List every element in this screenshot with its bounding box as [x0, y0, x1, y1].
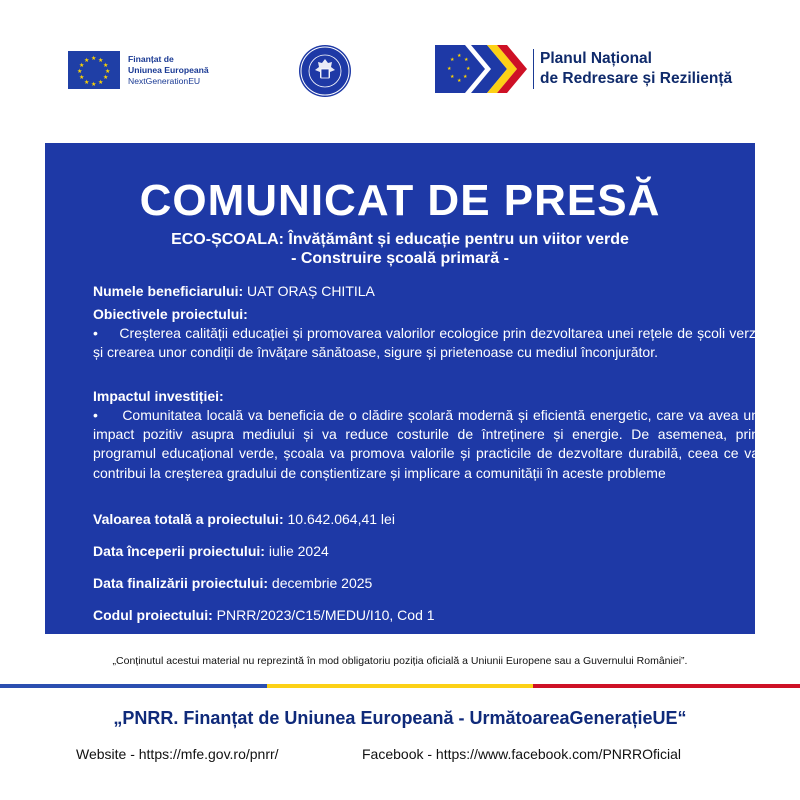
press-release-panel	[45, 143, 760, 634]
total-value: 10.642.064,41 lei	[287, 511, 395, 527]
objectives-label: Obiectivele proiectului:	[93, 306, 248, 322]
eu-logo-line2: Uniunea Europeană	[128, 64, 209, 75]
project-code-value: PNRR/2023/C15/MEDU/I10, Cod 1	[216, 607, 435, 623]
pnrr-slogan: „PNRR. Finanțat de Uniunea Europeană - UrmătoareaGenerațieUE“	[113, 708, 687, 728]
svg-text:★: ★	[457, 78, 462, 84]
total-value-label: Valoarea totală a proiectului:	[93, 511, 284, 527]
pnrr-logo-line2: de Redresare și Reziliență	[540, 70, 733, 87]
eu-logo-line3: NextGenerationEU	[128, 75, 201, 86]
svg-text:★: ★	[463, 74, 468, 80]
impact-paragraph-2: De asemenea, prin programul educațional verde, școala va promova valorile și practicile de dezvoltare durabilă, ceea ce va contribui la creșterea gradului de conștientizare și implicare a comunității în aceste probleme	[93, 426, 760, 481]
svg-text:★: ★	[457, 53, 462, 59]
pnrr-logo	[435, 45, 732, 93]
svg-text:★: ★	[450, 57, 455, 63]
svg-text:★: ★	[464, 57, 469, 63]
project-code-row	[93, 606, 759, 625]
project-code-label: Codul proiectului:	[93, 607, 213, 623]
beneficiary-row	[93, 282, 759, 301]
pnrr-arrows-icon	[435, 45, 527, 93]
tricolor-yellow	[267, 684, 534, 688]
website-link[interactable]: Website - https://mfe.gov.ro/pnrr/	[76, 746, 279, 762]
beneficiary-value: UAT ORAȘ CHITILA	[247, 283, 375, 299]
government-seal-icon	[298, 44, 352, 98]
start-date-row	[93, 542, 759, 561]
tricolor-blue	[0, 684, 267, 688]
objectives-bullet: •	[93, 325, 98, 341]
pnrr-logo-line1: Planul Național	[540, 50, 652, 67]
impact-label: Impactul investiției:	[93, 388, 224, 404]
objectives-text	[93, 324, 759, 362]
facebook-link[interactable]: Facebook - https://www.facebook.com/PNRROficial	[362, 746, 682, 762]
objectives-section	[93, 305, 759, 324]
impact-section	[93, 387, 759, 406]
objectives-paragraph: Creșterea calității educației și promovarea valorilor ecologice prin dezvoltarea unei rețele de școli verzi și crearea unor condiții de învățare sănătoase, sigure și prietenoase cu mediul înconjurător.	[93, 325, 759, 361]
end-date-row	[93, 574, 759, 593]
tricolor-red	[533, 684, 800, 688]
start-date-value: iulie 2024	[268, 543, 329, 559]
start-date-label: Data începerii proiectului:	[93, 543, 265, 559]
page-title: COMUNICAT DE PRESĂ	[139, 176, 661, 225]
disclaimer: „Conținutul acestui material nu reprezintă în mod obligatoriu poziția oficială a Uniunii Europene sau a Guvernului României”.	[112, 655, 688, 667]
project-subtitle: ECO-ȘCOALA: Învățământ și educație pentru un viitor verde	[171, 231, 629, 248]
end-date-label: Data finalizării proiectului:	[93, 575, 269, 591]
eu-funding-logo	[68, 51, 209, 89]
project-subtitle-2: - Construire școală primară -	[291, 250, 509, 267]
svg-text:★: ★	[466, 66, 471, 72]
tricolor-divider	[0, 684, 800, 688]
impact-text	[93, 406, 759, 483]
pnrr-logo-text	[533, 49, 732, 89]
total-value-row	[93, 510, 759, 529]
eu-funding-text	[128, 54, 209, 87]
eu-logo-line1: Finanțat de	[128, 53, 174, 64]
beneficiary-label: Numele beneficiarului:	[93, 283, 244, 299]
end-date-value: decembrie 2025	[271, 575, 373, 591]
eu-flag-icon: ★ ★ ★ ★ ★ ★ ★ ★ ★ ★ ★ ★	[68, 51, 120, 89]
svg-text:★: ★	[447, 66, 452, 72]
svg-text:★: ★	[450, 74, 455, 80]
impact-paragraph-1: Comunitatea locală va beneficia de o clădire școlară modernă și eficientă energetic, care va avea un impact pozitiv asupra mediului și va reduce costurile de întreținere și energie.	[93, 407, 759, 443]
impact-bullet: •	[93, 407, 98, 423]
